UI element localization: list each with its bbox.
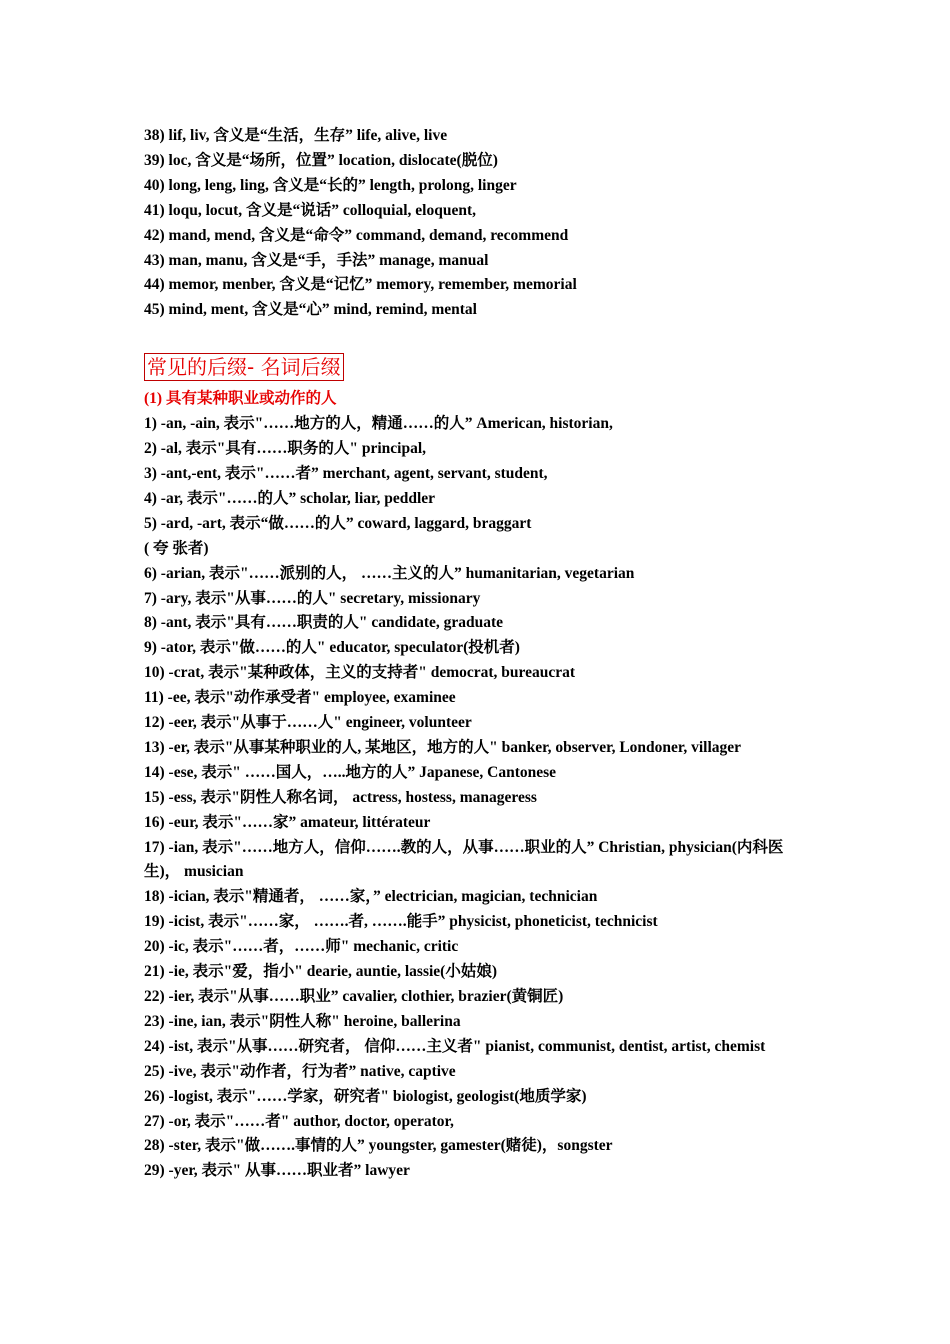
suffix-item-11: 11) -ee, 表示"动作承受者" employee, examinee bbox=[144, 689, 456, 707]
suffix-item-19: 19) -icist, 表示"……家， …….者, …….能手” physicist, phoneticist, technicist bbox=[144, 913, 658, 931]
section-heading-wrap bbox=[144, 353, 809, 387]
suffix-item-2: 2) -al, 表示"具有……职务的人" principal, bbox=[144, 440, 427, 458]
root-item-38: 38) lif, liv, 含义是“生活，生存” life, alive, live bbox=[144, 127, 448, 144]
suffix-item-24: 24) -ist, 表示"从事……研究者， 信仰……主义者" pianist, communist, dentist, artist, chemist bbox=[144, 1037, 766, 1055]
suffix-item-12: 12) -eer, 表示"从事于……人" engineer, volunteer bbox=[144, 714, 472, 732]
suffix-item-9: 9) -ator, 表示"做……的人" educator, speculator(投机者) bbox=[144, 639, 520, 657]
suffix-item-3: 3) -ant,-ent, 表示"……者” merchant, agent, servant, student, bbox=[144, 464, 548, 482]
root-item-45: 45) mind, ment, 含义是“心” mind, remind, mental bbox=[144, 301, 477, 319]
suffix-item-6: 6) -arian, 表示"……派别的人， ……主义的人” humanitarian, vegetarian bbox=[144, 564, 635, 582]
root-item-44: 44) memor, menber, 含义是“记忆” memory, remember, memorial bbox=[144, 276, 577, 294]
suffix-item-21: 21) -ie, 表示"爱，指小" dearie, auntie, lassie(小姑娘) bbox=[144, 963, 498, 981]
section-subheading: (1) 具有某种职业或动作的人 bbox=[144, 390, 337, 408]
suffix-item-10: 10) -crat, 表示"某种政体，主义的支持者" democrat, bureaucrat bbox=[144, 664, 576, 682]
suffix-list bbox=[144, 412, 809, 1184]
section-spacer bbox=[144, 323, 809, 353]
suffix-item-22: 22) -ier, 表示"从事……职业” cavalier, clothier, brazier(黄铜匠) bbox=[144, 988, 564, 1005]
suffix-item-28: 28) -ster, 表示"做…….事情的人” youngster, gamester(赌徒)，songster bbox=[144, 1137, 613, 1155]
roots-list bbox=[144, 124, 809, 323]
suffix-item-15: 15) -ess, 表示"阴性人称名词， actress, hostess, manageress bbox=[144, 788, 537, 806]
suffix-item-5-note: ( 夸 张者) bbox=[144, 539, 209, 557]
suffix-item-20: 20) -ic, 表示"……者，……师" mechanic, critic bbox=[144, 938, 459, 956]
suffix-item-5: 5) -ard, -art, 表示“做……的人” coward, laggard, braggart bbox=[144, 514, 532, 532]
root-item-42: 42) mand, mend, 含义是“命令” command, demand, recommend bbox=[144, 226, 569, 244]
suffix-item-29: 29) -yer, 表示" 从事……职业者” lawyer bbox=[144, 1162, 410, 1180]
root-item-39: 39) loc, 含义是“场所，位置” location, dislocate(脱位) bbox=[144, 151, 498, 169]
suffix-item-26: 26) -logist, 表示"……学家，研究者" biologist, geologist(地质学家) bbox=[144, 1087, 587, 1105]
suffix-item-4: 4) -ar, 表示"……的人” scholar, liar, peddler bbox=[144, 489, 436, 507]
suffix-item-7: 7) -ary, 表示"从事……的人" secretary, missionary bbox=[144, 589, 481, 607]
suffix-item-8: 8) -ant, 表示"具有……职责的人" candidate, graduate bbox=[144, 614, 504, 632]
suffix-item-18: 18) -ician, 表示"精通者， ……家，” electrician, magician, technician bbox=[144, 888, 598, 906]
suffix-item-14: 14) -ese, 表示" ……国人，…..地方的人” Japanese, Cantonese bbox=[144, 763, 557, 781]
suffix-item-16: 16) -eur, 表示"……家” amateur, littérateur bbox=[144, 813, 431, 831]
suffix-item-17: 17) -ian, 表示"……地方人，信仰…….教的人，从事……职业的人” Christian, physician(内科医生)， musician bbox=[144, 838, 784, 881]
suffix-item-13: 13) -er, 表示"从事某种职业的人, 某地区，地方的人" banker, observer, Londoner, villager bbox=[144, 738, 742, 756]
root-item-41: 41) loqu, locut, 含义是“说话” colloquial, eloquent, bbox=[144, 201, 476, 219]
suffix-item-25: 25) -ive, 表示"动作者，行为者” native, captive bbox=[144, 1062, 456, 1080]
suffix-item-23: 23) -ine, ian, 表示"阴性人称" heroine, ballerina bbox=[144, 1012, 461, 1030]
suffix-item-27: 27) -or, 表示"……者" author, doctor, operator, bbox=[144, 1112, 454, 1130]
root-item-43: 43) man, manu, 含义是“手，手法” manage, manual bbox=[144, 251, 489, 269]
document-page bbox=[144, 124, 809, 1184]
suffix-item-1: 1) -an, -ain, 表示"……地方的人，精通……的人” American, historian, bbox=[144, 415, 613, 433]
section-heading: 常见的后缀- 名词后缀 bbox=[144, 353, 344, 381]
root-item-40: 40) long, leng, ling, 含义是“长的” length, prolong, linger bbox=[144, 176, 517, 194]
